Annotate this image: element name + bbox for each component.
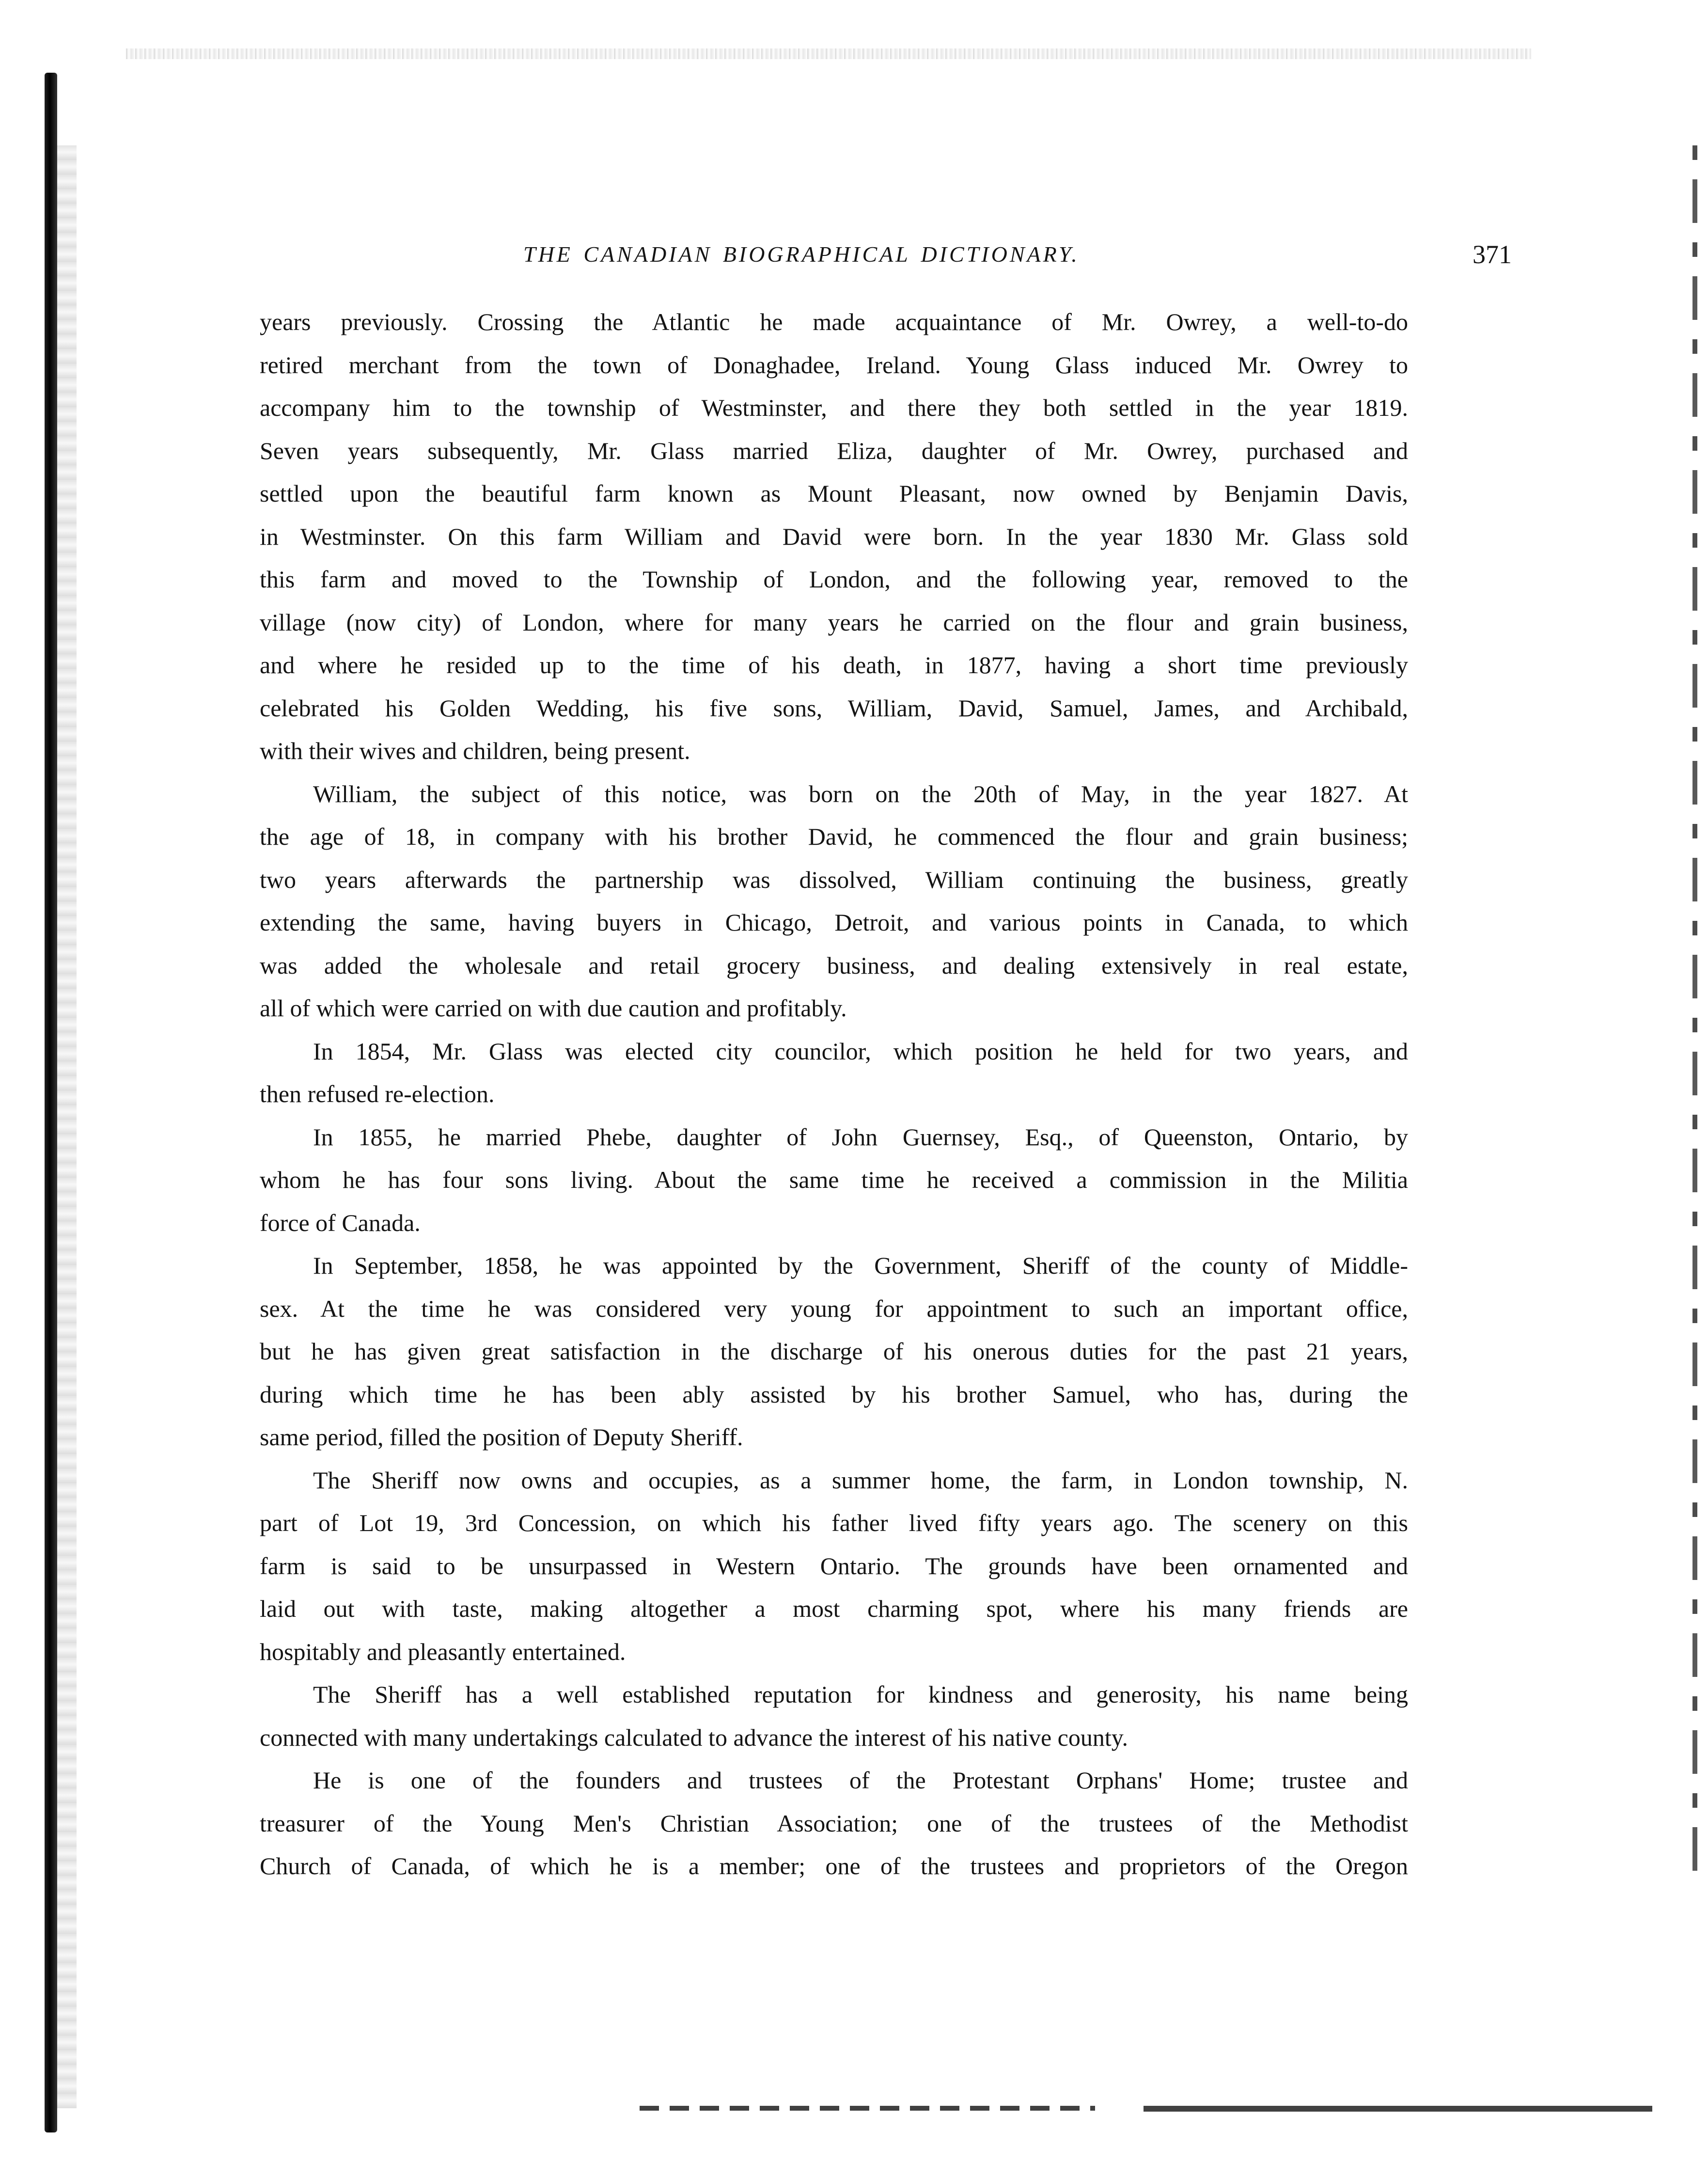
paragraph — [260, 1459, 1408, 1674]
paragraph — [260, 1030, 1408, 1116]
text-line: accompany him to the township of Westminster, and there they both settled in the year 1819. — [260, 394, 1408, 421]
body-text — [260, 300, 1408, 1888]
scan-top-noise — [126, 48, 1531, 59]
text-line: force of Canada. — [260, 1209, 421, 1236]
scan-binding-edge — [45, 73, 57, 2132]
text-line: William, the subject of this notice, was born on the 20th of May, in the year 1827. At — [313, 780, 1408, 807]
paragraph — [260, 1673, 1408, 1759]
text-line: extending the same, having buyers in Chicago, Detroit, and various points in Canada, to which — [260, 909, 1408, 936]
text-line: sex. At the time he was considered very young for appointment to such an important office, — [260, 1295, 1408, 1322]
scan-bottom-dashes — [640, 2106, 1095, 2111]
page-header — [523, 241, 1512, 280]
text-line: laid out with taste, making altogether a most charming spot, where his many friends are — [260, 1595, 1408, 1622]
text-line: then refused re-election. — [260, 1080, 495, 1107]
text-line: same period, filled the position of Deputy Sheriff. — [260, 1423, 743, 1451]
text-line: In 1855, he married Phebe, daughter of John Guernsey, Esq., of Queenston, Ontario, by — [313, 1123, 1408, 1151]
paragraph — [260, 773, 1408, 1030]
text-line: this farm and moved to the Township of London, and the following year, removed to the — [260, 566, 1408, 593]
text-line: The Sheriff has a well established reputation for kindness and generosity, his name being — [313, 1681, 1408, 1708]
text-line: In September, 1858, he was appointed by the Government, Sheriff of the county of Middle- — [313, 1252, 1408, 1279]
scan-right-edge-marks — [1692, 145, 1697, 1890]
text-line: years previously. Crossing the Atlantic he made acquaintance of Mr. Owrey, a well-to-do — [260, 308, 1408, 335]
paragraph — [260, 1116, 1408, 1245]
text-line: part of Lot 19, 3rd Concession, on which his father lived fifty years ago. The scenery on this — [260, 1509, 1408, 1536]
text-line: Church of Canada, of which he is a member; one of the trustees and proprietors of the Oregon — [260, 1852, 1408, 1879]
text-line: with their wives and children, being present. — [260, 737, 690, 764]
text-line: during which time he has been ably assisted by his brother Samuel, who has, during the — [260, 1380, 1408, 1408]
text-line: was added the wholesale and retail grocery business, and dealing extensively in real estate, — [260, 951, 1408, 979]
page-number: 371 — [1473, 240, 1512, 269]
text-line: two years afterwards the partnership was dissolved, William continuing the business, greatly — [260, 866, 1408, 893]
text-line: connected with many undertakings calculated to advance the interest of his native county. — [260, 1723, 1128, 1751]
text-line: the age of 18, in company with his brother David, he commenced the flour and grain business; — [260, 823, 1408, 850]
text-line: treasurer of the Young Men's Christian Association; one of the trustees of the Methodist — [260, 1809, 1408, 1837]
scan-bottom-rule — [1144, 2106, 1652, 2112]
text-line: farm is said to be unsurpassed in Western Ontario. The grounds have been ornamented and — [260, 1552, 1408, 1579]
paragraph — [260, 1759, 1408, 1888]
text-line: retired merchant from the town of Donaghadee, Ireland. Young Glass induced Mr. Owrey to — [260, 351, 1408, 379]
text-line: In 1854, Mr. Glass was elected city councilor, which position he held for two years, and — [313, 1037, 1408, 1065]
paragraph — [260, 300, 1408, 773]
text-line: but he has given great satisfaction in the discharge of his onerous duties for the past 21 years, — [260, 1338, 1408, 1365]
text-line: He is one of the founders and trustees of the Protestant Orphans' Home; trustee and — [313, 1767, 1408, 1794]
text-line: hospitably and pleasantly entertained. — [260, 1638, 626, 1665]
text-line: all of which were carried on with due caution and profitably. — [260, 995, 847, 1022]
text-line: and where he resided up to the time of his death, in 1877, having a short time previously — [260, 651, 1408, 679]
text-line: village (now city) of London, where for many years he carried on the flour and grain business, — [260, 608, 1408, 636]
text-line: settled upon the beautiful farm known as Mount Pleasant, now owned by Benjamin Davis, — [260, 480, 1408, 507]
text-line: in Westminster. On this farm William and David were born. In the year 1830 Mr. Glass sold — [260, 522, 1408, 550]
paragraph — [260, 1244, 1408, 1459]
text-line: The Sheriff now owns and occupies, as a summer home, the farm, in London township, N. — [313, 1466, 1408, 1494]
text-line: celebrated his Golden Wedding, his five sons, William, David, Samuel, James, and Archibald, — [260, 694, 1408, 722]
text-line: Seven years subsequently, Mr. Glass married Eliza, daughter of Mr. Owrey, purchased and — [260, 437, 1408, 464]
text-line: whom he has four sons living. About the same time he received a commission in the Militia — [260, 1166, 1408, 1193]
scan-binding-shadow — [57, 145, 77, 2108]
running-title: THE CANADIAN BIOGRAPHICAL DICTIONARY. — [523, 242, 1080, 267]
